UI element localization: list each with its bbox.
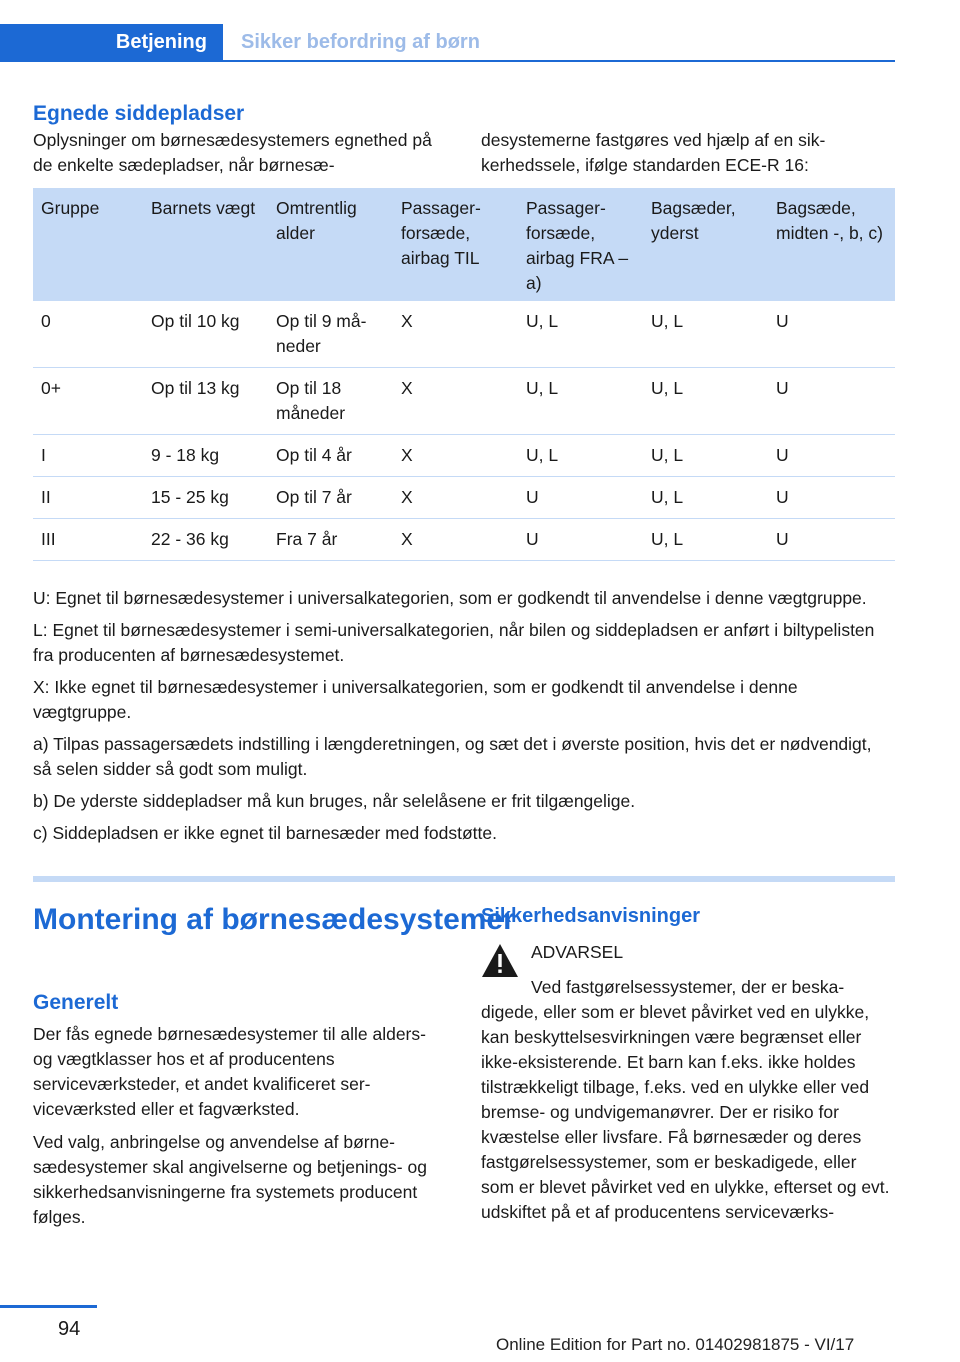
table-header-cell: Passagerforsæde, airbag TIL [393, 188, 518, 301]
note-l: L: Egnet til børnesædesystemer i semi-universalkategorien, når bilen og siddepladsen er anført i biltypelisten fra producenten af børnesædesystemet. [33, 620, 875, 665]
table-cell: U [768, 477, 895, 519]
table-row [33, 301, 895, 368]
note-u: U: Egnet til børnesædesystemer i universalkategorien, som er godkendt til anvendelse i denne vægtgruppe. [33, 588, 867, 608]
table-cell: U, L [643, 435, 768, 477]
table-cell: 9 - 18 kg [143, 435, 268, 477]
table-notes [33, 586, 891, 853]
section-title-montering: Montering af børnesædesystemer [33, 903, 515, 936]
table-cell: X [393, 435, 518, 477]
footer-accent-bar [0, 1305, 97, 1308]
generelt-body [33, 1022, 443, 1238]
note-c: c) Siddepladsen er ikke egnet til barnesæder med fodstøtte. [33, 823, 497, 843]
table-cell: Op til 13 kg [143, 368, 268, 435]
section-divider [33, 876, 895, 882]
table-cell: X [393, 477, 518, 519]
table-header-cell: Bagsæder, yderst [643, 188, 768, 301]
table-cell: 0+ [33, 368, 143, 435]
warning-text: Ved fastgørelsessystemer, der er beskadigede, eller som er blevet påvirket ved en ulykke, kan beskyttelsesvirkningen være begrænset eller ikke-eksisterende. Et barn kan f.eks. ikke holdes tilstrækkeligt tilbage, f.eks. ved en ulykke eller ved bremse- og undvigemanøvrer. Der er risiko for kvæstelse eller livsfare. Få børnesæder og deres fastgørelsessystemer, som er beskadigede, eller som er blevet påvirket ved en ulykke, efterset og evt. udskiftet på et af producentens serviceværks- [481, 977, 890, 1222]
table-cell: U, L [518, 368, 643, 435]
table-cell: Op til 18 måneder [268, 368, 393, 435]
table-cell: Op til 7 år [268, 477, 393, 519]
generelt-paragraph: Der fås egnede børnesædesystemer til alle alders- og vægtklasser hos et af producentens serviceværksteder, et andet kvalificeret serviceværksted eller et fagværksted. [33, 1024, 426, 1119]
table-cell: U, L [643, 368, 768, 435]
table-cell: Fra 7 år [268, 519, 393, 561]
table-cell: U, L [643, 301, 768, 368]
table-cell: Op til 4 år [268, 435, 393, 477]
page-number: 94 [58, 1318, 81, 1340]
top-header [0, 24, 895, 62]
header-rule [223, 60, 895, 62]
note-x: X: Ikke egnet til børnesædesystemer i universalkategorien, som er godkendt til anvendelse i denne vægtgruppe. [33, 677, 798, 722]
table-cell: X [393, 368, 518, 435]
table-cell: U, L [518, 435, 643, 477]
table-cell: Op til 9 måneder [268, 301, 393, 368]
tab-sikker-befordring[interactable]: Sikker befordring af børn [241, 31, 480, 53]
table-cell: U [768, 301, 895, 368]
table-header-cell: Barnets vægt [143, 188, 268, 301]
generelt-paragraph: Ved valg, anbringelse og anvendelse af børnesædesystemer skal angivelserne og betjenings- og sikkerhedsanvisningerne fra systemets producent følges. [33, 1132, 427, 1227]
table-cell: U [518, 519, 643, 561]
table-cell: I [33, 435, 143, 477]
seat-suitability-table [33, 188, 895, 561]
table-cell: U [768, 435, 895, 477]
table-header-cell: Passagerforsæde, airbag FRA – a) [518, 188, 643, 301]
table-cell: X [393, 301, 518, 368]
table-cell: II [33, 477, 143, 519]
footer-edition: Online Edition for Part no. 01402981875 - VI/17 [496, 1335, 855, 1354]
table-header-row [33, 188, 895, 301]
table-cell: U, L [643, 477, 768, 519]
table-header-cell: Omtrentlig alder [268, 188, 393, 301]
table-cell: U [768, 519, 895, 561]
table-header-cell: Gruppe [33, 188, 143, 301]
table-header-cell: Bagsæde, midten -, b, c) [768, 188, 895, 301]
note-a: a) Tilpas passagersædets indstilling i længderetningen, og sæt det i øverste position, hvis det er nødvendigt, så selen sidder så godt som muligt. [33, 734, 872, 779]
section-title-sikkerhed: Sikkerhedsanvisninger [481, 905, 700, 927]
note-b: b) De yderste siddepladser må kun bruges, når selelåsene er frit tilgængelige. [33, 791, 636, 811]
intro-left: Oplysninger om børnesædesystemers egnethed på de enkelte sædepladser, når børnesæ- [33, 130, 432, 175]
warning-label: ADVARSEL [531, 942, 624, 962]
tab-betjening-label: Betjening [115, 31, 207, 53]
table-row [33, 519, 895, 561]
table-cell: Op til 10 kg [143, 301, 268, 368]
subsection-title-generelt: Generelt [33, 991, 119, 1014]
table-cell: 0 [33, 301, 143, 368]
table-cell: X [393, 519, 518, 561]
tab-betjening[interactable] [0, 24, 223, 62]
table-cell: 22 - 36 kg [143, 519, 268, 561]
table-row [33, 435, 895, 477]
table-cell: III [33, 519, 143, 561]
table-cell: U [518, 477, 643, 519]
table-cell: U, L [643, 519, 768, 561]
table-cell: U [768, 368, 895, 435]
intro-right: desystemerne fastgøres ved hjælp af en sikkerhedssele, ifølge standarden ECE-R 16: [481, 130, 826, 175]
section-title-egnede: Egnede siddepladser [33, 102, 245, 125]
table-cell: U, L [518, 301, 643, 368]
table-cell: 15 - 25 kg [143, 477, 268, 519]
table-row [33, 368, 895, 435]
table-row [33, 477, 895, 519]
